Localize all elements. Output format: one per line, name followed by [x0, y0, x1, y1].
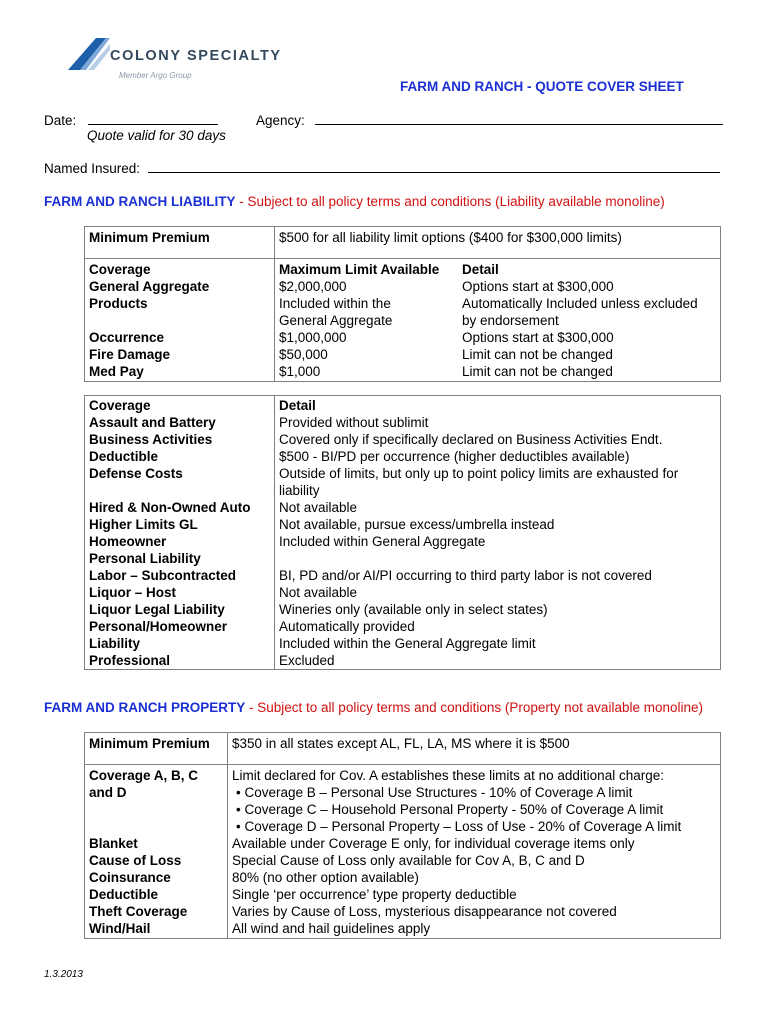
property-coverage-bullet: • Coverage B – Personal Use Structures - 10% of Coverage A limit	[236, 785, 633, 800]
limits-max: $50,000	[279, 347, 328, 362]
detail-header-coverage: Coverage	[89, 398, 151, 413]
limits-coverage: General Aggregate	[89, 279, 210, 294]
detail-detail: Included within General Aggregate	[279, 534, 486, 549]
property-table	[84, 732, 721, 939]
detail-coverage: Liquor – Host	[89, 585, 176, 600]
property-row-detail: 80% (no other option available)	[232, 870, 419, 885]
named-insured-label: Named Insured:	[44, 161, 141, 176]
detail-coverage: Personal/Homeowner	[89, 619, 228, 634]
property-row-coverage: Coinsurance	[89, 870, 171, 885]
limits-detail: Automatically Included unless excluded	[462, 296, 698, 311]
agency-blank[interactable]	[315, 113, 723, 125]
property-coverage-bullet: • Coverage C – Household Personal Property - 50% of Coverage A limit	[236, 802, 664, 817]
detail-detail: Not available, pursue excess/umbrella instead	[279, 517, 555, 532]
detail-coverage: Professional	[89, 653, 171, 668]
detail-coverage: Defense Costs	[89, 466, 183, 481]
property-heading	[44, 700, 703, 715]
detail-coverage: Higher Limits GL	[89, 517, 198, 532]
property-row-coverage: Blanket	[89, 836, 138, 851]
liability-min-premium-label: Minimum Premium	[89, 230, 210, 245]
limits-max: $1,000,000	[279, 330, 347, 345]
date-label: Date:	[44, 113, 77, 128]
limits-header-detail: Detail	[462, 262, 499, 277]
property-row-detail: Available under Coverage E only, for individual coverage items only	[232, 836, 635, 851]
detail-coverage: Liability	[89, 636, 141, 651]
detail-coverage: Liquor Legal Liability	[89, 602, 225, 617]
detail-detail: $500 - BI/PD per occurrence (higher deductibles available)	[279, 449, 630, 464]
detail-detail: Automatically provided	[279, 619, 415, 634]
property-coverage-intro: Limit declared for Cov. A establishes these limits at no additional charge:	[232, 768, 664, 783]
limits-detail: Limit can not be changed	[462, 347, 613, 362]
date-blank[interactable]	[88, 113, 218, 125]
limits-coverage	[89, 312, 274, 329]
property-row-detail: Single ‘per occurrence’ type property deductible	[232, 887, 517, 902]
detail-coverage: Labor – Subcontracted	[89, 568, 237, 583]
named-insured-field	[44, 161, 720, 176]
detail-detail: Included within the General Aggregate limit	[279, 636, 536, 651]
detail-coverage: Deductible	[89, 449, 159, 464]
liability-limits-row	[85, 259, 721, 382]
limits-detail: Limit can not be changed	[462, 364, 613, 379]
liability-heading-title: FARM AND RANCH LIABILITY	[44, 194, 236, 209]
limits-header-max: Maximum Limit Available	[279, 262, 440, 277]
limits-max: $2,000,000	[279, 279, 347, 294]
limits-detail: by endorsement	[462, 313, 559, 328]
property-heading-title: FARM AND RANCH PROPERTY	[44, 700, 246, 715]
limits-max: General Aggregate	[279, 313, 393, 328]
detail-detail	[279, 550, 720, 567]
property-min-premium-row	[85, 733, 721, 765]
logo-subtext: Member Argo Group	[119, 71, 192, 80]
property-heading-note: - Subject to all policy terms and conditions (Property not available monoline)	[245, 700, 703, 715]
detail-coverage: Assault and Battery	[89, 415, 216, 430]
property-min-premium-label: Minimum Premium	[89, 736, 210, 751]
property-coverage-bullet: • Coverage D – Personal Property – Loss of Use - 20% of Coverage A limit	[236, 819, 682, 834]
property-coverage-label: Coverage A, B, C	[89, 768, 199, 783]
detail-detail: liability	[279, 483, 320, 498]
detail-coverage: Hired & Non-Owned Auto	[89, 500, 251, 515]
property-row-detail: All wind and hail guidelines apply	[232, 921, 431, 936]
agency-field	[256, 113, 723, 128]
limits-max: $1,000	[279, 364, 321, 379]
limits-coverage: Occurrence	[89, 330, 165, 345]
limits-max: Included within the	[279, 296, 391, 311]
property-row-coverage: Theft Coverage	[89, 904, 188, 919]
limits-detail: Options start at $300,000	[462, 330, 614, 345]
limits-coverage: Products	[89, 296, 148, 311]
liability-min-premium-row	[85, 227, 721, 259]
detail-detail: Provided without sublimit	[279, 415, 429, 430]
property-min-premium-value: $350 in all states except AL, FL, LA, MS where it is $500	[232, 736, 570, 751]
detail-coverage: Personal Liability	[89, 551, 201, 566]
property-coverage-label: and D	[89, 785, 127, 800]
property-row-coverage: Wind/Hail	[89, 921, 151, 936]
date-field	[44, 113, 218, 128]
page-title: FARM AND RANCH - QUOTE COVER SHEET	[400, 79, 684, 94]
detail-detail: Wineries only (available only in select states)	[279, 602, 548, 617]
liability-heading	[44, 194, 665, 209]
logo-text: COLONY SPECIALTY	[110, 48, 282, 64]
liability-heading-note: - Subject to all policy terms and conditions (Liability available monoline)	[235, 194, 665, 209]
detail-header-detail: Detail	[279, 398, 316, 413]
property-row-coverage: Deductible	[89, 887, 159, 902]
detail-detail: Excluded	[279, 653, 335, 668]
limits-coverage: Med Pay	[89, 364, 144, 379]
limits-coverage: Fire Damage	[89, 347, 171, 362]
property-row-coverage: Cause of Loss	[89, 853, 182, 868]
detail-coverage: Business Activities	[89, 432, 213, 447]
liability-detail-row	[85, 396, 721, 670]
property-coverage-row	[85, 765, 721, 939]
logo-mark-icon	[66, 34, 110, 74]
property-row-detail: Special Cause of Loss only available for Cov A, B, C and D	[232, 853, 585, 868]
limits-detail: Options start at $300,000	[462, 279, 614, 294]
detail-detail: Not available	[279, 500, 358, 515]
company-logo	[66, 30, 306, 90]
detail-detail: Outside of limits, but only up to point policy limits are exhausted for	[279, 466, 679, 481]
quote-valid-note: Quote valid for 30 days	[87, 128, 226, 143]
detail-coverage: Homeowner	[89, 534, 167, 549]
named-insured-blank[interactable]	[148, 161, 720, 173]
detail-coverage	[89, 482, 274, 499]
limits-header-coverage: Coverage	[89, 262, 151, 277]
footer-date: 1.3.2013	[44, 969, 83, 980]
property-row-detail: Varies by Cause of Loss, mysterious disappearance not covered	[232, 904, 617, 919]
liability-min-premium-value: $500 for all liability limit options ($400 for $300,000 limits)	[279, 230, 622, 245]
liability-detail-table	[84, 395, 721, 670]
detail-detail: BI, PD and/or AI/PI occurring to third party labor is not covered	[279, 568, 652, 583]
detail-detail: Not available	[279, 585, 358, 600]
liability-limits-table	[84, 226, 721, 382]
agency-label: Agency:	[256, 113, 305, 128]
detail-detail: Covered only if specifically declared on Business Activities Endt.	[279, 432, 663, 447]
